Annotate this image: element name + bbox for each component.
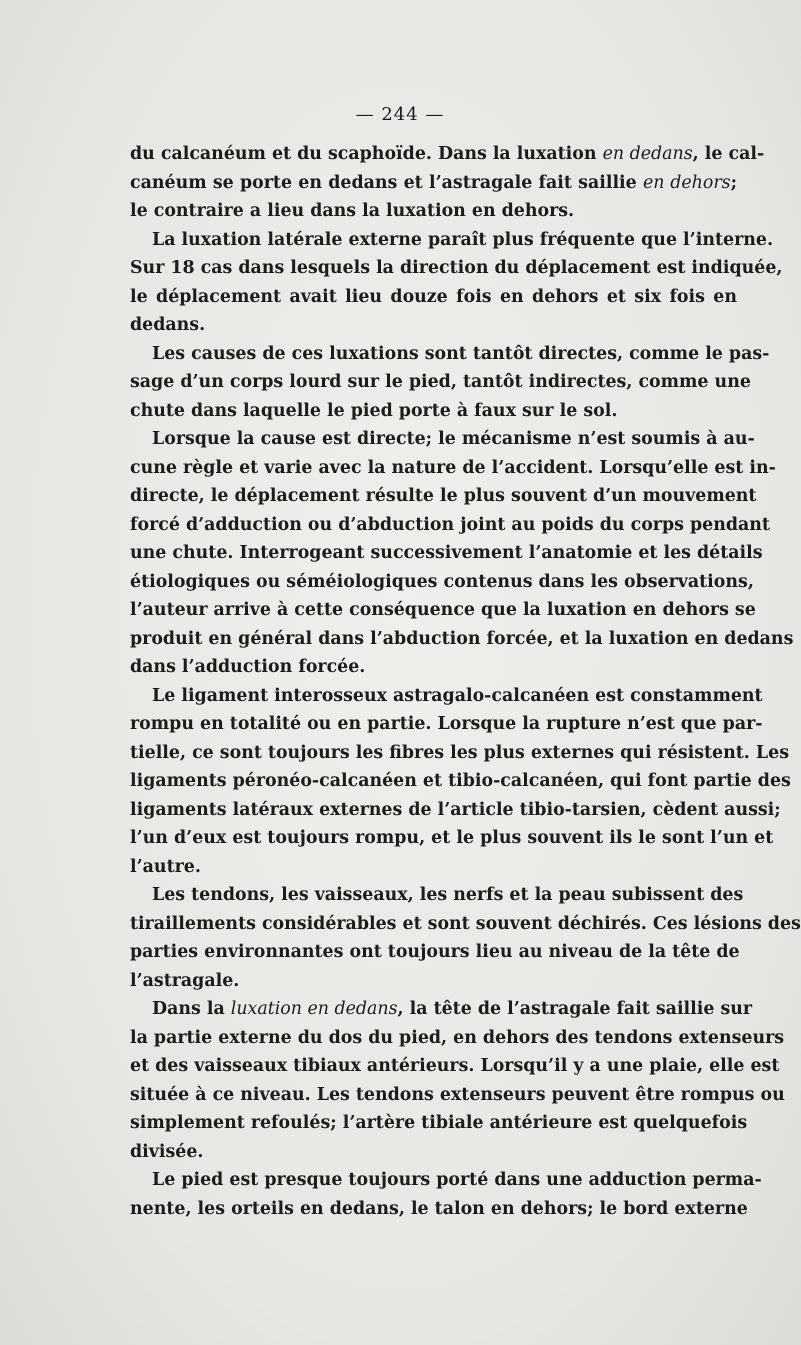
text-line	[130, 368, 751, 397]
text-span: tielle, ce sont toujours les fibres les plus externes qui résistent. Les	[130, 742, 789, 763]
text-span: sage d’un corps lourd sur le pied, tantôt indirectes, comme une	[130, 372, 751, 392]
text-line	[130, 824, 774, 853]
text-span: le contraire a lieu dans la luxation en dehors.	[130, 201, 575, 221]
text-line	[130, 710, 763, 739]
text-span: chute dans laquelle le pied porte à faux sur le sol.	[130, 400, 618, 421]
text-span: ;	[730, 172, 738, 193]
text-line	[130, 169, 737, 198]
text-line	[130, 853, 737, 882]
text-line	[130, 596, 756, 625]
text-line	[130, 1109, 748, 1138]
text-span: une chute. Interrogeant successivement l’anatomie et les détails	[130, 543, 763, 563]
text-span: rompu en totalité ou en partie. Lorsque la rupture n’est que par-	[130, 714, 763, 734]
text-span: du calcanéum et du scaphoïde. Dans la luxation	[130, 144, 603, 164]
text-span: Sur 18 cas dans lesquels la direction du déplacement est indiquée,	[130, 258, 783, 278]
text-line	[130, 283, 737, 312]
italic-text: luxation en dedans	[230, 999, 398, 1019]
text-line	[130, 226, 773, 255]
text-span: simplement refoulés; l’artère tibiale antérieure est quelquefois	[130, 1113, 748, 1133]
text-line	[130, 796, 781, 825]
text-span: Lorsque la cause est directe; le mécanisme n’est soumis à au-	[152, 429, 755, 449]
text-line	[130, 881, 744, 910]
text-line	[130, 311, 737, 340]
body-text	[130, 140, 801, 1223]
italic-text: en dedans	[602, 144, 693, 164]
text-line	[130, 739, 789, 768]
text-line	[130, 910, 801, 939]
text-span: ligaments latéraux externes de l’article tibio-tarsien, cèdent aussi;	[130, 799, 781, 820]
text-line	[130, 568, 754, 597]
text-span: divisée.	[130, 1141, 204, 1162]
text-line	[130, 1052, 780, 1081]
text-line	[130, 682, 763, 711]
text-span: forcé d’adduction ou d’abduction joint au poids du corps pendant	[130, 514, 770, 535]
text-span: produit en général dans l’abduction forcée, et la luxation en dedans	[130, 628, 794, 649]
text-span: directe, le déplacement résulte le plus souvent d’un mouvement	[130, 486, 757, 506]
text-span: dans l’adduction forcée.	[130, 657, 366, 677]
text-span: Dans la	[152, 999, 231, 1019]
text-line	[130, 625, 794, 654]
text-line	[130, 995, 753, 1024]
text-line	[130, 1024, 785, 1053]
text-span: l’astragale.	[130, 970, 240, 991]
text-line	[130, 140, 765, 169]
text-line	[130, 967, 737, 996]
page-number: — 244 —	[355, 104, 445, 125]
text-line	[130, 1138, 737, 1167]
text-line	[130, 197, 737, 226]
italic-text: en dehors	[643, 172, 731, 193]
text-span: et des vaisseaux tibiaux antérieurs. Lorsqu’il y a une plaie, elle est	[130, 1056, 780, 1076]
text-line	[130, 1195, 748, 1224]
text-span: parties environnantes ont toujours lieu au niveau de la tête de	[130, 942, 740, 962]
text-span: l’un d’eux est toujours rompu, et le plus souvent ils le sont l’un et	[130, 828, 774, 848]
text-line	[130, 767, 791, 796]
text-line	[130, 482, 757, 511]
text-line	[130, 938, 740, 967]
text-span: Le pied est presque toujours porté dans une adduction perma-	[152, 1170, 762, 1190]
text-span: située à ce niveau. Les tendons extenseurs peuvent être rompus ou	[130, 1084, 785, 1105]
text-line	[130, 511, 770, 540]
text-line	[130, 454, 776, 483]
text-line	[130, 653, 737, 682]
text-span: l’auteur arrive à cette conséquence que la luxation en dehors se	[130, 600, 756, 620]
text-span: ligaments péronéo-calcanéen et tibio-calcanéen, qui font partie des	[130, 771, 791, 791]
text-span: Les causes de ces luxations sont tantôt directes, comme le pas-	[152, 343, 770, 364]
text-span: cune règle et varie avec la nature de l’accident. Lorsqu’elle est in-	[130, 457, 776, 478]
text-span: tiraillements considérables et sont souvent déchirés. Ces lésions des	[130, 913, 801, 934]
text-line	[130, 425, 755, 454]
text-span: dedans.	[130, 315, 206, 335]
text-span: Le ligament interosseux astragalo-calcanéen est constamment	[152, 685, 763, 706]
text-line	[130, 1166, 762, 1195]
text-line	[130, 254, 783, 283]
text-span: , la tête de l’astragale fait saillie sur	[397, 999, 753, 1019]
text-span: le déplacement avait lieu douze fois en dehors et six fois en	[130, 286, 737, 307]
text-span: l’autre.	[130, 856, 201, 877]
text-span: , le cal-	[692, 144, 765, 164]
text-line	[130, 1081, 785, 1110]
text-line	[130, 340, 770, 369]
text-span: La luxation latérale externe paraît plus fréquente que l’interne.	[152, 229, 773, 250]
text-line	[130, 539, 763, 568]
text-span: nente, les orteils en dedans, le talon en dehors; le bord externe	[130, 1198, 748, 1219]
text-span: étiologiques ou séméiologiques contenus dans les observations,	[130, 571, 754, 592]
text-span: canéum se porte en dedans et l’astragale fait saillie	[130, 172, 644, 193]
text-span: Les tendons, les vaisseaux, les nerfs et la peau subissent des	[152, 885, 744, 905]
text-span: la partie externe du dos du pied, en dehors des tendons extenseurs	[130, 1027, 785, 1048]
text-line	[130, 397, 737, 426]
